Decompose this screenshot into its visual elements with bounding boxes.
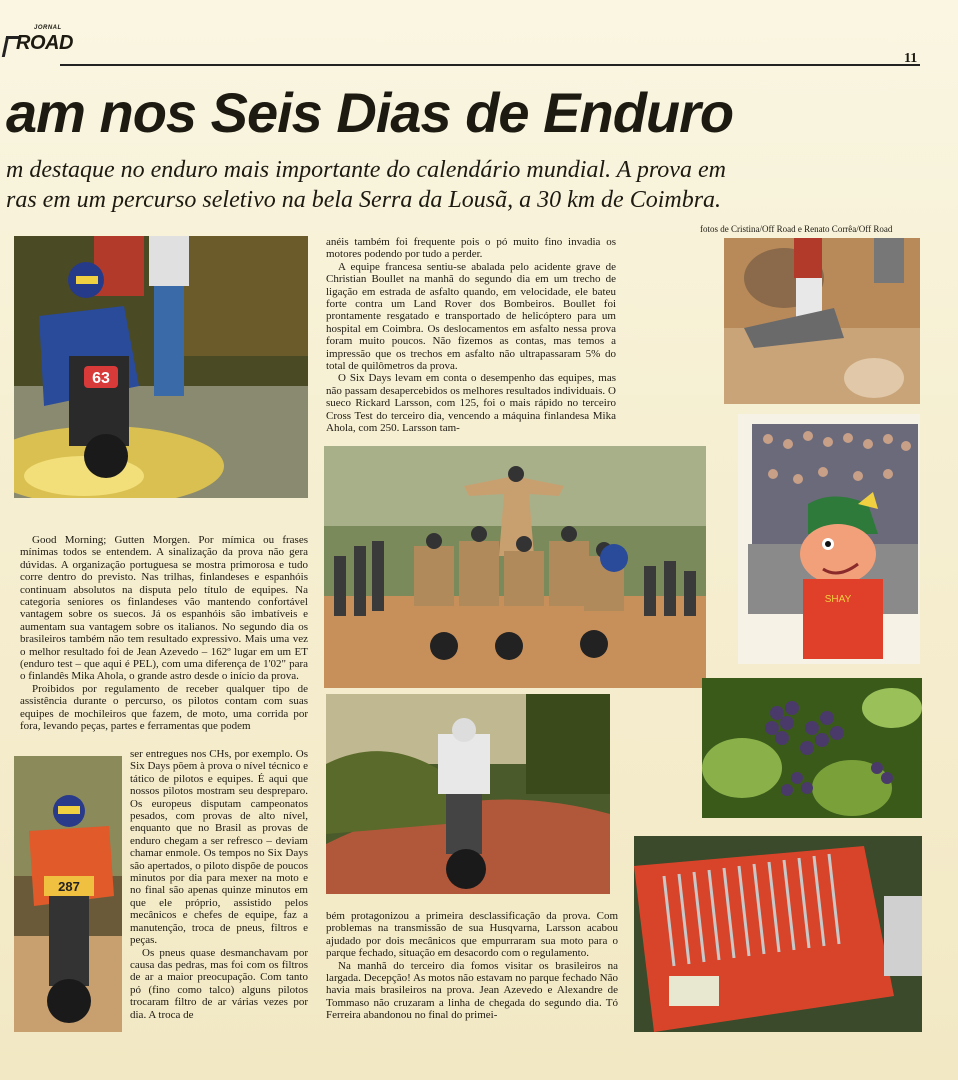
headline: am nos Seis Dias de Enduro (6, 81, 734, 144)
subheadline (6, 155, 906, 215)
photo-rider-water-splash (14, 236, 308, 498)
photo-tool-board (634, 836, 922, 1032)
article-paragraph: Na manhã do terceiro dia fomos visitar os brasileiros na largada. Decepção! As motos não estavam no parque fechado Não havia mais brasileiros na prova. Jean Azevedo e Alexandre de Tommaso não cruzaram a linha de chegada do segundo dia. Tó Ferreira abandonou no final do primei- (326, 959, 618, 1022)
subheadline-line: m destaque no enduro mais importante do calendário mundial. A prova em (6, 157, 726, 183)
article-paragraph: A equipe francesa sentiu-se abalada pelo acidente grave de Christian Boullet na manhã do segundo dia em um trecho de ligação em estrada de asfalto quando, em velocidade, ele bateu forte contra um Land Rover dos Bombeiros. Boullet foi prontamente resgatado e transportado de helicóptero para um hospital em Coimbra. Os deslocamentos em asfalto nessa prova foram muito poucos. Não fizemos as contas, mas temos a impressão que os trechos em asfalto não ultrapassaram 5% do total de quilômetros da prova. (326, 260, 616, 373)
header-rule (60, 64, 920, 66)
page-number: 11 (904, 51, 918, 66)
article-column-2 (326, 236, 616, 435)
article-paragraph: ser entregues nos CHs, por exemplo. Os Six Days põem à prova o nível técnico e tático de pilotos e equipes. É aqui que nossos pilotos mostram seu despreparo. Os europeus disputam campeonatos pesados, com provas de alto nível, enquanto que no Brasil as provas de enduro chegam a ser refresco – deviam chamar enmole. Os tempos no Six Days são apertados, o piloto dispõe de poucos minutos por dia para mexer na moto e no final são apenas quinze minutos em que ele próprio, assistido pelos mecânicos e chefes de equipe, faz a manutenção, troca de pneus, filtros e peças. (130, 748, 308, 947)
logo-text: ROAD (16, 32, 73, 54)
photo-boot-on-rocks (724, 238, 920, 404)
photo-grape-vine (702, 678, 922, 818)
article-paragraph: Os pneus quase desmanchavam por causa das pedras, mas foi com os filtros de ar a maior preocupação. Com tanto pó (fino como talco) alguns pilotos trocaram filtro de ar várias vezes por dia. A troca de (130, 946, 308, 1021)
photo-rider-dirt-trail (326, 694, 610, 894)
masthead-logo (4, 22, 74, 62)
photo-credit: fotos de Cristina/Off Road e Renato Corrêa/Off Road (700, 224, 893, 234)
article-paragraph: Good Morning; Gutten Morgen. Por mímica ou frases mínimas todos se entendem. A sinalização da prova não gera dúvidas. A organização portuguesa se mostra primorosa e tudo corre dentro do previsto. Nas trilhas, finlandeses e espanhóis continuam absolutos na disputa pelo título de equipes. Na categoria seniores os finlandeses vão mantendo confortável vantagem sobre os suecos. Já os espanhóis são imbatíveis e aumentam sua vantagem sobre os italianos. No segundo dia os brasileiros também não tem resultado expressivo. Mais uma vez o melhor resultado foi de Jean Azevedo – 162º lugar em um ET (enduro test – que aqui é PEL), com uma diferença de 1'02" para o finlandês Mika Ahola, o grande astro desde o início da prova. (20, 534, 308, 683)
photo-mascot-crowd (738, 414, 920, 664)
article-column-3 (326, 910, 618, 1022)
photo-riders-group-pose (324, 446, 706, 688)
race-number-plate: 287 (58, 879, 80, 894)
article-paragraph: anéis também foi frequente pois o pó muito fino invadia os motores podendo por tudo a perder. (326, 236, 616, 261)
article-column-1-continued (130, 748, 308, 1021)
article-column-1 (20, 534, 308, 733)
mascot-shirt-text: SHAY (824, 594, 852, 605)
subheadline-line: ras em um percurso seletivo na bela Serra da Lousã, a 30 km de Coimbra. (6, 187, 722, 213)
journal-label: JORNAL (34, 25, 62, 31)
race-number-plate: 63 (92, 370, 110, 387)
article-paragraph: Proibidos por regulamento de receber qualquer tipo de assistência durante o percurso, os pilotos contam com suas equipes de mochileiros que fazem, de moto, uma corrida por fora, levando peças, partes e ferramentas que podem (20, 682, 308, 733)
article-paragraph: O Six Days levam em conta o desempenho das equipes, mas não passam desapercebidos os melhores resultados individuais. O sueco Rickard Larsson, com 125, foi o mais rápido no terceiro Cross Test do terceiro dia, vencendo a máquina finlandesa Mika Ahola, com 250. Larsson tam- (326, 372, 616, 435)
article-paragraph: bém protagonizou a primeira desclassificação da prova. Com problemas na transmissão de sua Husqvarna, Larsson acabou ajudado por dois mecânicos que empurraram sua moto para o parque fechado, situação em desacordo com o regulamento. (326, 910, 618, 960)
photo-rider-287 (14, 756, 122, 1032)
